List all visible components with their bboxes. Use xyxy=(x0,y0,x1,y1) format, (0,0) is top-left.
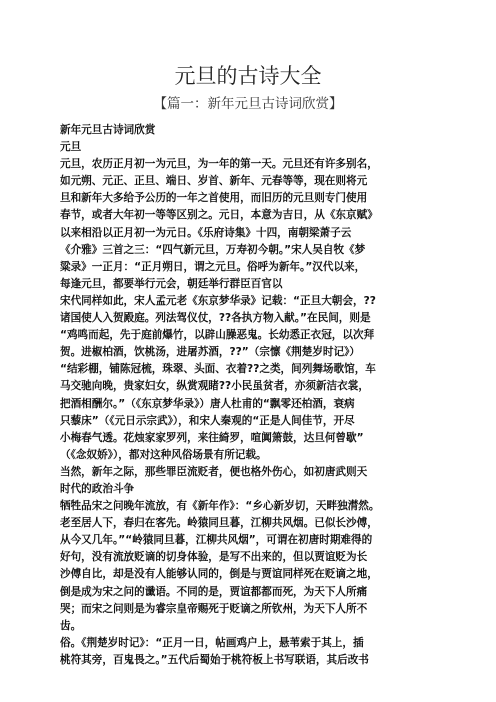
body-text-line: 每逢元旦，都要举行元会，朝廷举行群臣百官以 xyxy=(60,277,283,290)
body-text-line: 沙傅自比，却是没有人能够认同的，倒是与贾谊同样死在贬谪之地， xyxy=(60,568,378,581)
subsection-heading: 元旦 xyxy=(60,141,82,154)
body-text-line: 倒是成为宋之问的谶语。不同的是，贾谊都都而死，为天下人所痛 xyxy=(60,585,368,598)
body-text-line: 小梅春气透。花烛家家罗列，来往綺罗，喧阗箫鼓，达旦何曾歇” xyxy=(60,431,364,444)
body-text-line: 粱录》一正月：“正月朔日，谓之元旦。俗呼为新年。”汉代以来， xyxy=(60,260,366,273)
body-text-line: 老至居人下，春归在客先。岭猿同旦暮，江柳共风烟。已似长沙傅， xyxy=(60,517,378,530)
body-text-line: 时代的政治斗争 xyxy=(60,482,135,495)
body-text-line: 俗。《荆楚岁时记》：“正月一日，帖画鸡户上，悬苇索于其上，插 xyxy=(60,636,364,649)
body-text-line: 牺牲品宋之问晚年流放，有《新年作》：“乡心新岁切，天畔独潸然。 xyxy=(60,500,380,513)
body-text-line: 春节，或者大年初一等等区别之。元日，本意为吉日，从《东京赋》 xyxy=(60,209,378,222)
section-heading: 新年元旦古诗词欣赏 xyxy=(60,124,156,136)
body-text-line: 从今又几年。”“岭猿同旦暮，江柳共风烟”，可谓在初唐时期难得的 xyxy=(60,534,373,547)
body-text-line: 如元朔、元正、正旦、端日、岁首、新年、元春等等，现在则将元 xyxy=(60,175,368,188)
body-text-line: 《介雅》三首之三：“四气新元旦，万寿初今朝。”宋人吴自牧《梦 xyxy=(60,243,366,256)
document-subtitle: 【篇一：新年元旦古诗词欣赏】 xyxy=(153,96,343,112)
body-text-line: 以来相沿以正月初一为元日。《乐府诗集》十四，南朝梁萧子云 xyxy=(60,226,352,239)
body-text-line: （《念奴娇》），都对这种风俗场景有所记载。 xyxy=(60,448,267,461)
body-text-line: 元旦，农历正月初一为元旦，为一年的第一天。元旦还有许多别名， xyxy=(60,158,378,171)
document-body xyxy=(60,122,452,669)
body-text-line: “结彩棚，铺陈冠梳，珠翠、头面、衣着??之类，间列舞场歌馆，车 xyxy=(60,363,376,376)
body-text-line: 当然，新年之际，那些罪臣流贬者，便也格外伤心，如初唐武则天 xyxy=(60,465,368,478)
body-text-line: 旦和新年大多给予公历的一年之首使用，而旧历的元旦则专门使用 xyxy=(60,192,368,205)
body-text-line: 马交驰向晚，贵家妇女，纵赏观睹??小民虽贫者，亦须新洁衣裳， xyxy=(60,380,369,393)
document-title: 元旦的古诗大全 xyxy=(174,64,322,88)
body-text-line: 好句，没有流放贬谪的切身体验，是写不出来的，但以贾谊贬为长 xyxy=(60,551,368,564)
body-text-line: 桃符其旁，百鬼畏之。”五代后蜀始于桃符板上书写联语，其后改书 xyxy=(60,653,369,666)
body-text-line: 哭；而宋之问则是为睿宗皇帝赐死于贬谪之所钦州，为天下人所不 xyxy=(60,602,368,615)
body-text-line: 只藜床”（《元日示宗武》），和宋人秦观的“正是人间佳节，开尽 xyxy=(60,414,355,427)
body-text-line: 把酒相酬尔。”（《东京梦华录》）唐人杜甫的“飘零还柏酒，衰病 xyxy=(60,397,355,410)
body-text-line: 贺。进椒柏酒，饮桃汤，进屠苏酒，??”（宗懔《荆楚岁时记》） xyxy=(60,346,360,359)
body-text-line: “鸡鸣而起，先于庭前爆竹，以辟山臊恶鬼。长幼悉正衣冠，以次拜 xyxy=(60,329,375,342)
body-text-line: 诸国使人入贺殿庭。列法驾仪仗，??各执方物入献。”在民间，则是 xyxy=(60,312,371,325)
body-text-line: 齿。 xyxy=(60,619,82,632)
body-text-line: 宋代同样如此，宋人孟元老《东京梦华录》记载：“正旦大朝会，?? xyxy=(60,294,376,307)
